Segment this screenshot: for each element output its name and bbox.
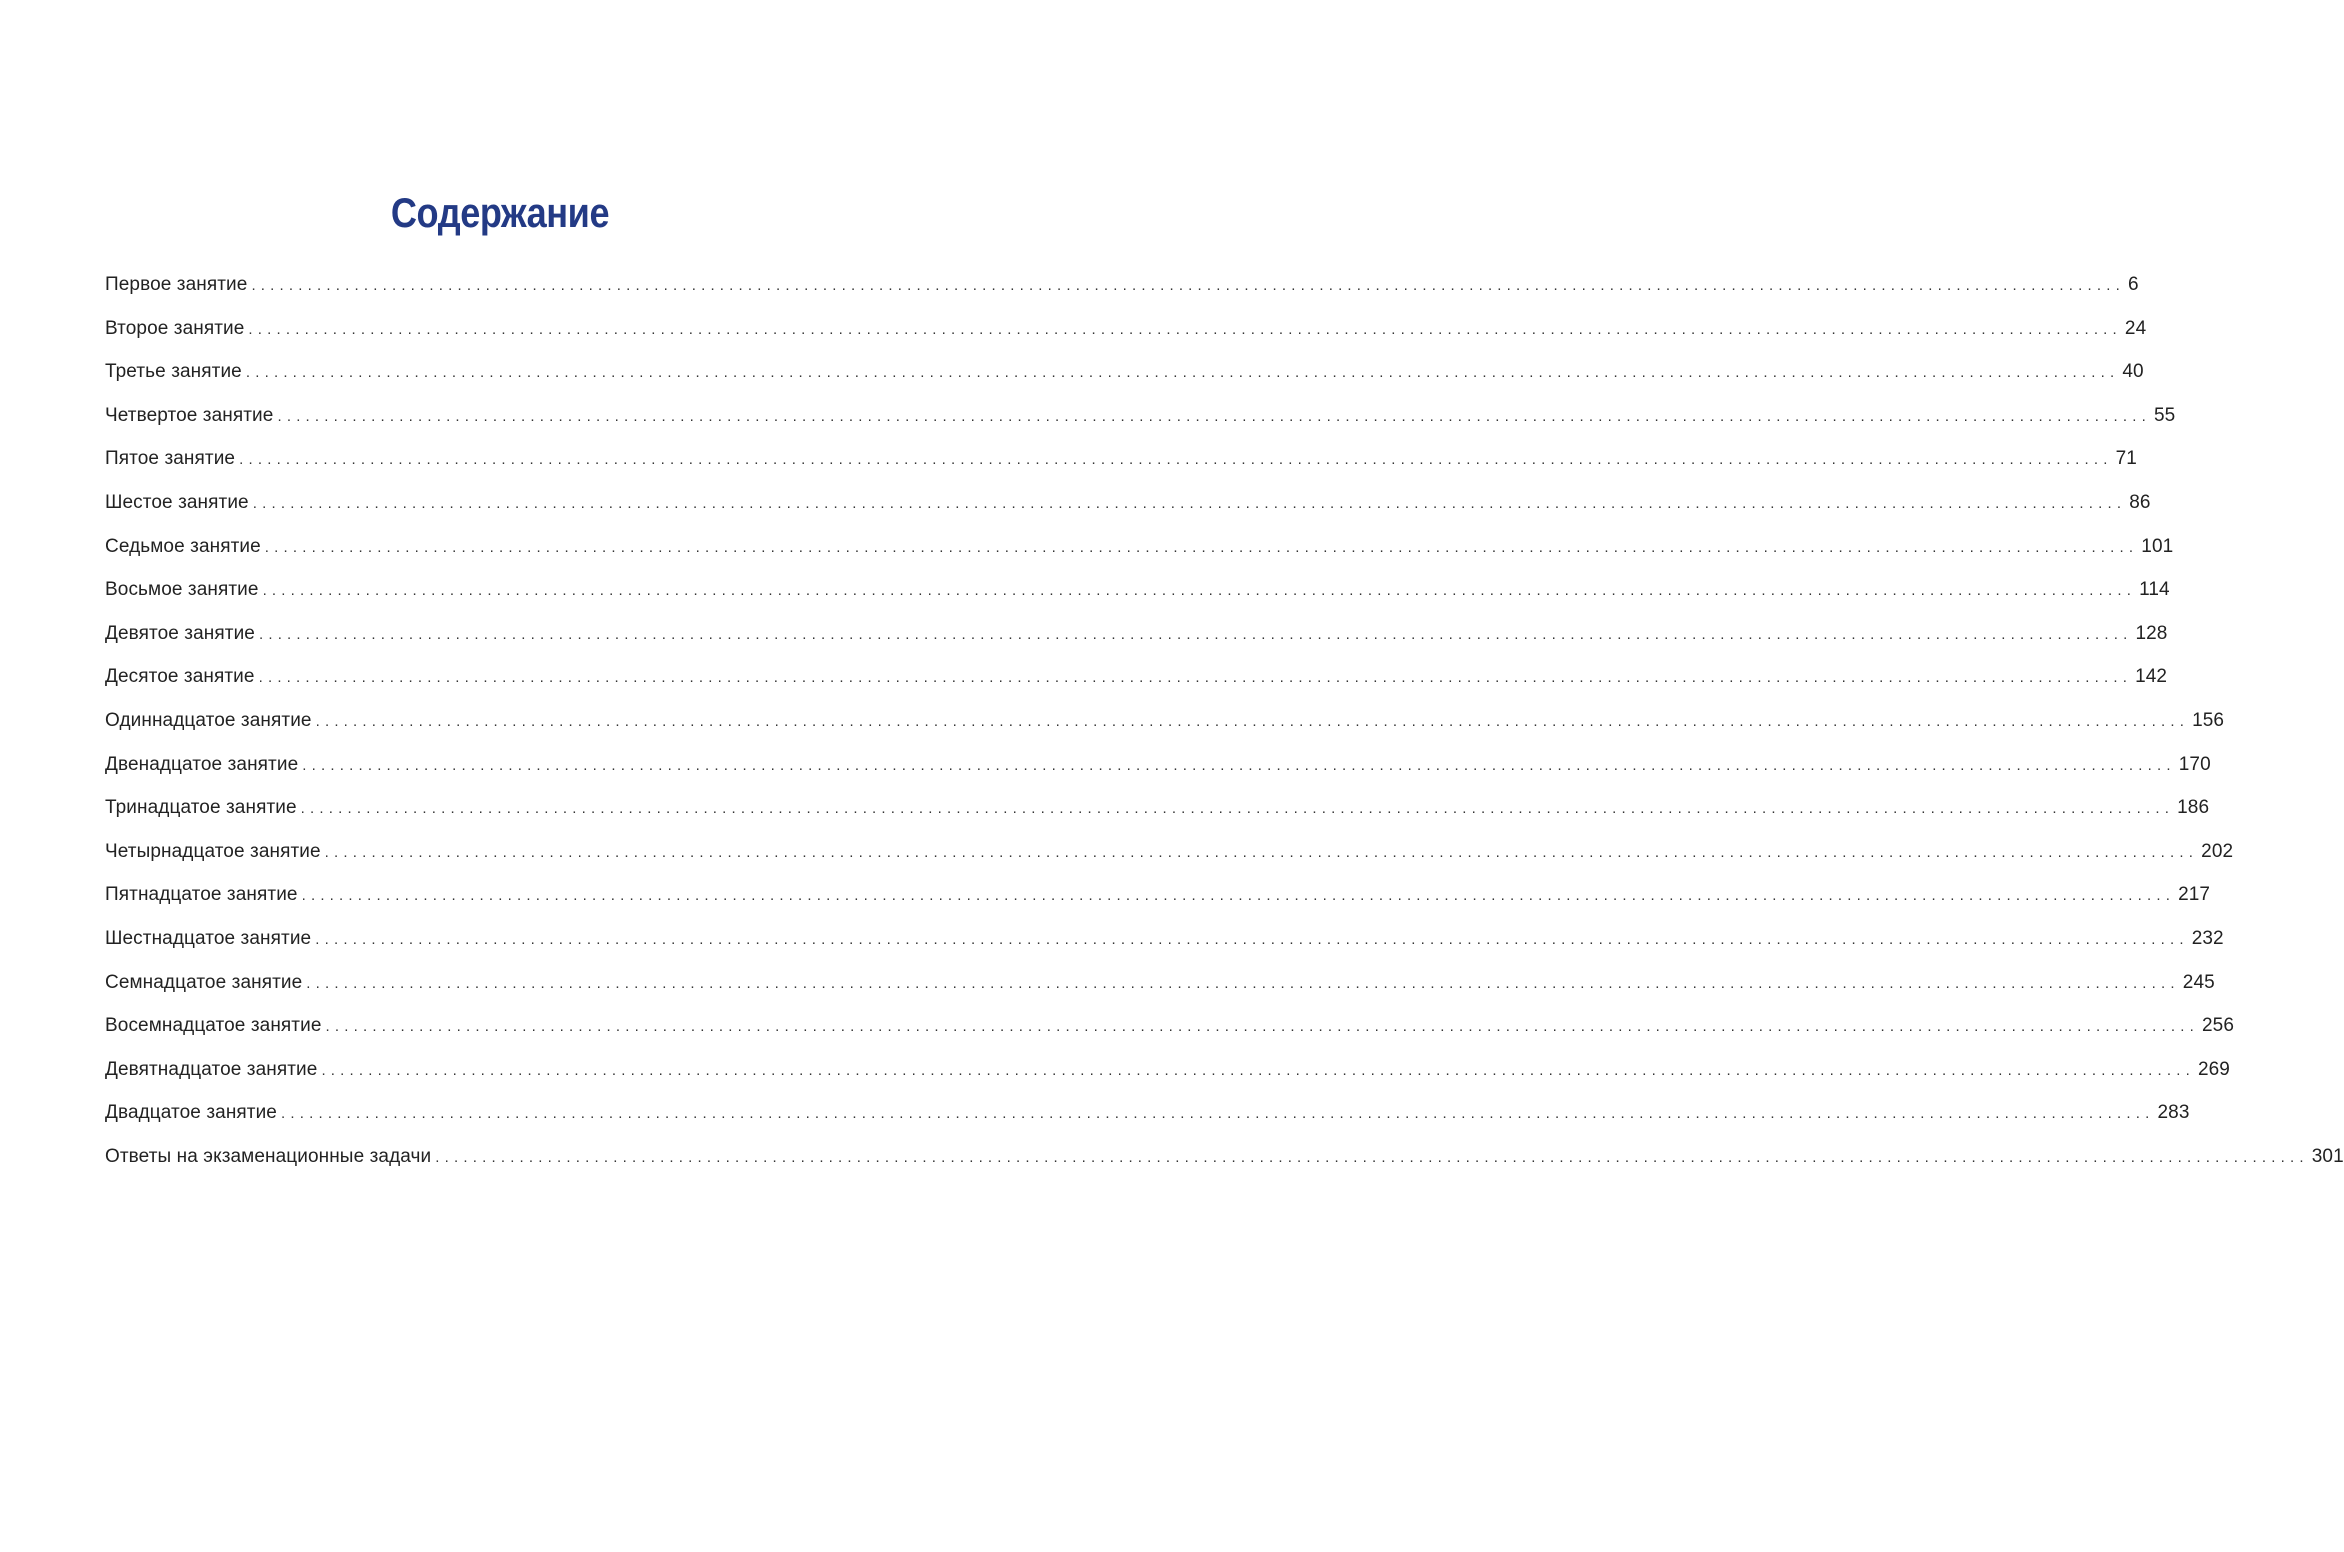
toc-entry-label: Шестое занятие	[105, 491, 249, 513]
toc-leader-dots: ........................................................................................................................................................................................................	[245, 364, 2120, 382]
toc-entry	[105, 1094, 2190, 1138]
toc-entry-page-number: 269	[2197, 1058, 2230, 1080]
toc-entry-label: Второе занятие	[105, 317, 245, 339]
toc-leader-dots: ........................................................................................................................................................................................................	[315, 930, 2189, 948]
toc-entry-page-number: 40	[2122, 361, 2144, 383]
toc-entry-page-number: 217	[2178, 884, 2211, 906]
toc-entry	[105, 484, 2151, 528]
toc-entry-label: Одиннадцатое занятие	[105, 709, 312, 731]
table-of-contents	[105, 266, 2344, 1181]
toc-leader-dots: ........................................................................................................................................................................................................	[248, 320, 2122, 338]
toc-entry-page-number: 283	[2157, 1102, 2190, 1124]
toc-entry-label: Седьмое занятие	[105, 535, 261, 557]
toc-leader-dots: ........................................................................................................................................................................................................	[435, 1148, 2309, 1166]
toc-entry-page-number: 114	[2139, 579, 2170, 601]
toc-leader-dots: ........................................................................................................................................................................................................	[239, 451, 2113, 469]
toc-entry-label: Восьмое занятие	[105, 579, 259, 601]
toc-entry-label: Ответы на экзаменационные задачи	[105, 1145, 432, 1167]
toc-leader-dots: ........................................................................................................................................................................................................	[315, 712, 2190, 730]
toc-entry	[105, 353, 2144, 397]
toc-entry-label: Тринадцатое занятие	[105, 797, 297, 819]
toc-leader-dots: ........................................................................................................................................................................................................	[264, 538, 2139, 556]
toc-entry	[105, 397, 2176, 441]
page-title: Содержание	[390, 189, 610, 236]
toc-entry-page-number: 86	[2129, 491, 2151, 513]
toc-entry	[105, 615, 2168, 659]
toc-entry	[105, 571, 2170, 615]
toc-entry-page-number: 301	[2311, 1145, 2344, 1167]
toc-entry-page-number: 156	[2192, 709, 2225, 731]
toc-leader-dots: ........................................................................................................................................................................................................	[262, 582, 2137, 600]
toc-entry-label: Десятое занятие	[105, 666, 255, 688]
toc-leader-dots: ........................................................................................................................................................................................................	[252, 494, 2127, 512]
toc-entry-label: Первое занятие	[105, 274, 248, 295]
toc-leader-dots: ........................................................................................................................................................................................................	[251, 277, 2125, 294]
toc-entry-label: Девятое занятие	[105, 622, 255, 644]
toc-entry-page-number: 142	[2135, 666, 2168, 688]
toc-entry	[105, 833, 2234, 877]
toc-leader-dots: ........................................................................................................................................................................................................	[301, 887, 2176, 905]
toc-entry-page-number: 101	[2141, 535, 2174, 557]
toc-entry	[105, 528, 2174, 572]
toc-leader-dots: ........................................................................................................................................................................................................	[306, 974, 2180, 992]
toc-entry	[105, 310, 2147, 354]
toc-entry-label: Четырнадцатое занятие	[105, 840, 321, 862]
toc-entry-label: Двенадцатое занятие	[105, 753, 299, 775]
toc-entry-label: Пятнадцатое занятие	[105, 884, 298, 906]
toc-leader-dots: ........................................................................................................................................................................................................	[280, 1105, 2155, 1123]
toc-entry-page-number: 186	[2177, 797, 2210, 819]
toc-leader-dots: ........................................................................................................................................................................................................	[324, 843, 2199, 861]
toc-entry-page-number: 24	[2124, 317, 2147, 339]
toc-entry	[105, 440, 2137, 484]
toc-entry	[105, 746, 2211, 790]
toc-entry-page-number: 128	[2135, 622, 2168, 644]
toc-entry-label: Пятое занятие	[105, 448, 236, 470]
toc-entry-page-number: 55	[2153, 404, 2176, 426]
toc-leader-dots: ........................................................................................................................................................................................................	[325, 1018, 2199, 1036]
toc-entry-label: Третье занятие	[105, 361, 242, 383]
toc-entry-label: Четвертое занятие	[105, 404, 274, 426]
toc-entry-page-number: 256	[2202, 1015, 2235, 1037]
toc-leader-dots: ........................................................................................................................................................................................................	[300, 800, 2175, 818]
toc-entry	[105, 658, 2168, 702]
toc-entry-label: Двадцатое занятие	[105, 1102, 277, 1124]
toc-entry-page-number: 232	[2191, 927, 2224, 949]
toc-entry-label: Шестнадцатое занятие	[105, 927, 312, 949]
toc-entry-page-number: 245	[2182, 971, 2215, 993]
toc-entry-page-number: 71	[2115, 448, 2137, 470]
toc-entry-label: Семнадцатое занятие	[105, 971, 303, 993]
toc-entry-label: Девятнадцатое занятие	[105, 1058, 318, 1080]
toc-entry-label: Восемнадцатое занятие	[105, 1015, 322, 1037]
toc-entry	[105, 964, 2215, 1008]
toc-entry	[105, 1138, 2344, 1182]
toc-entry-page-number: 202	[2201, 840, 2234, 862]
toc-entry	[105, 702, 2225, 746]
toc-leader-dots: ........................................................................................................................................................................................................	[258, 669, 2133, 687]
toc-entry	[105, 920, 2224, 964]
toc-entry	[105, 266, 2139, 310]
toc-entry	[105, 1007, 2235, 1051]
toc-leader-dots: ........................................................................................................................................................................................................	[321, 1061, 2195, 1079]
toc-entry-page-number: 170	[2178, 753, 2211, 775]
toc-leader-dots: ........................................................................................................................................................................................................	[258, 625, 2133, 643]
toc-entry	[105, 1051, 2230, 1095]
toc-entry	[105, 876, 2211, 920]
toc-leader-dots: ........................................................................................................................................................................................................	[277, 407, 2151, 425]
toc-entry-page-number: 6	[2127, 274, 2139, 295]
toc-leader-dots: ........................................................................................................................................................................................................	[302, 756, 2176, 774]
toc-entry	[105, 789, 2210, 833]
